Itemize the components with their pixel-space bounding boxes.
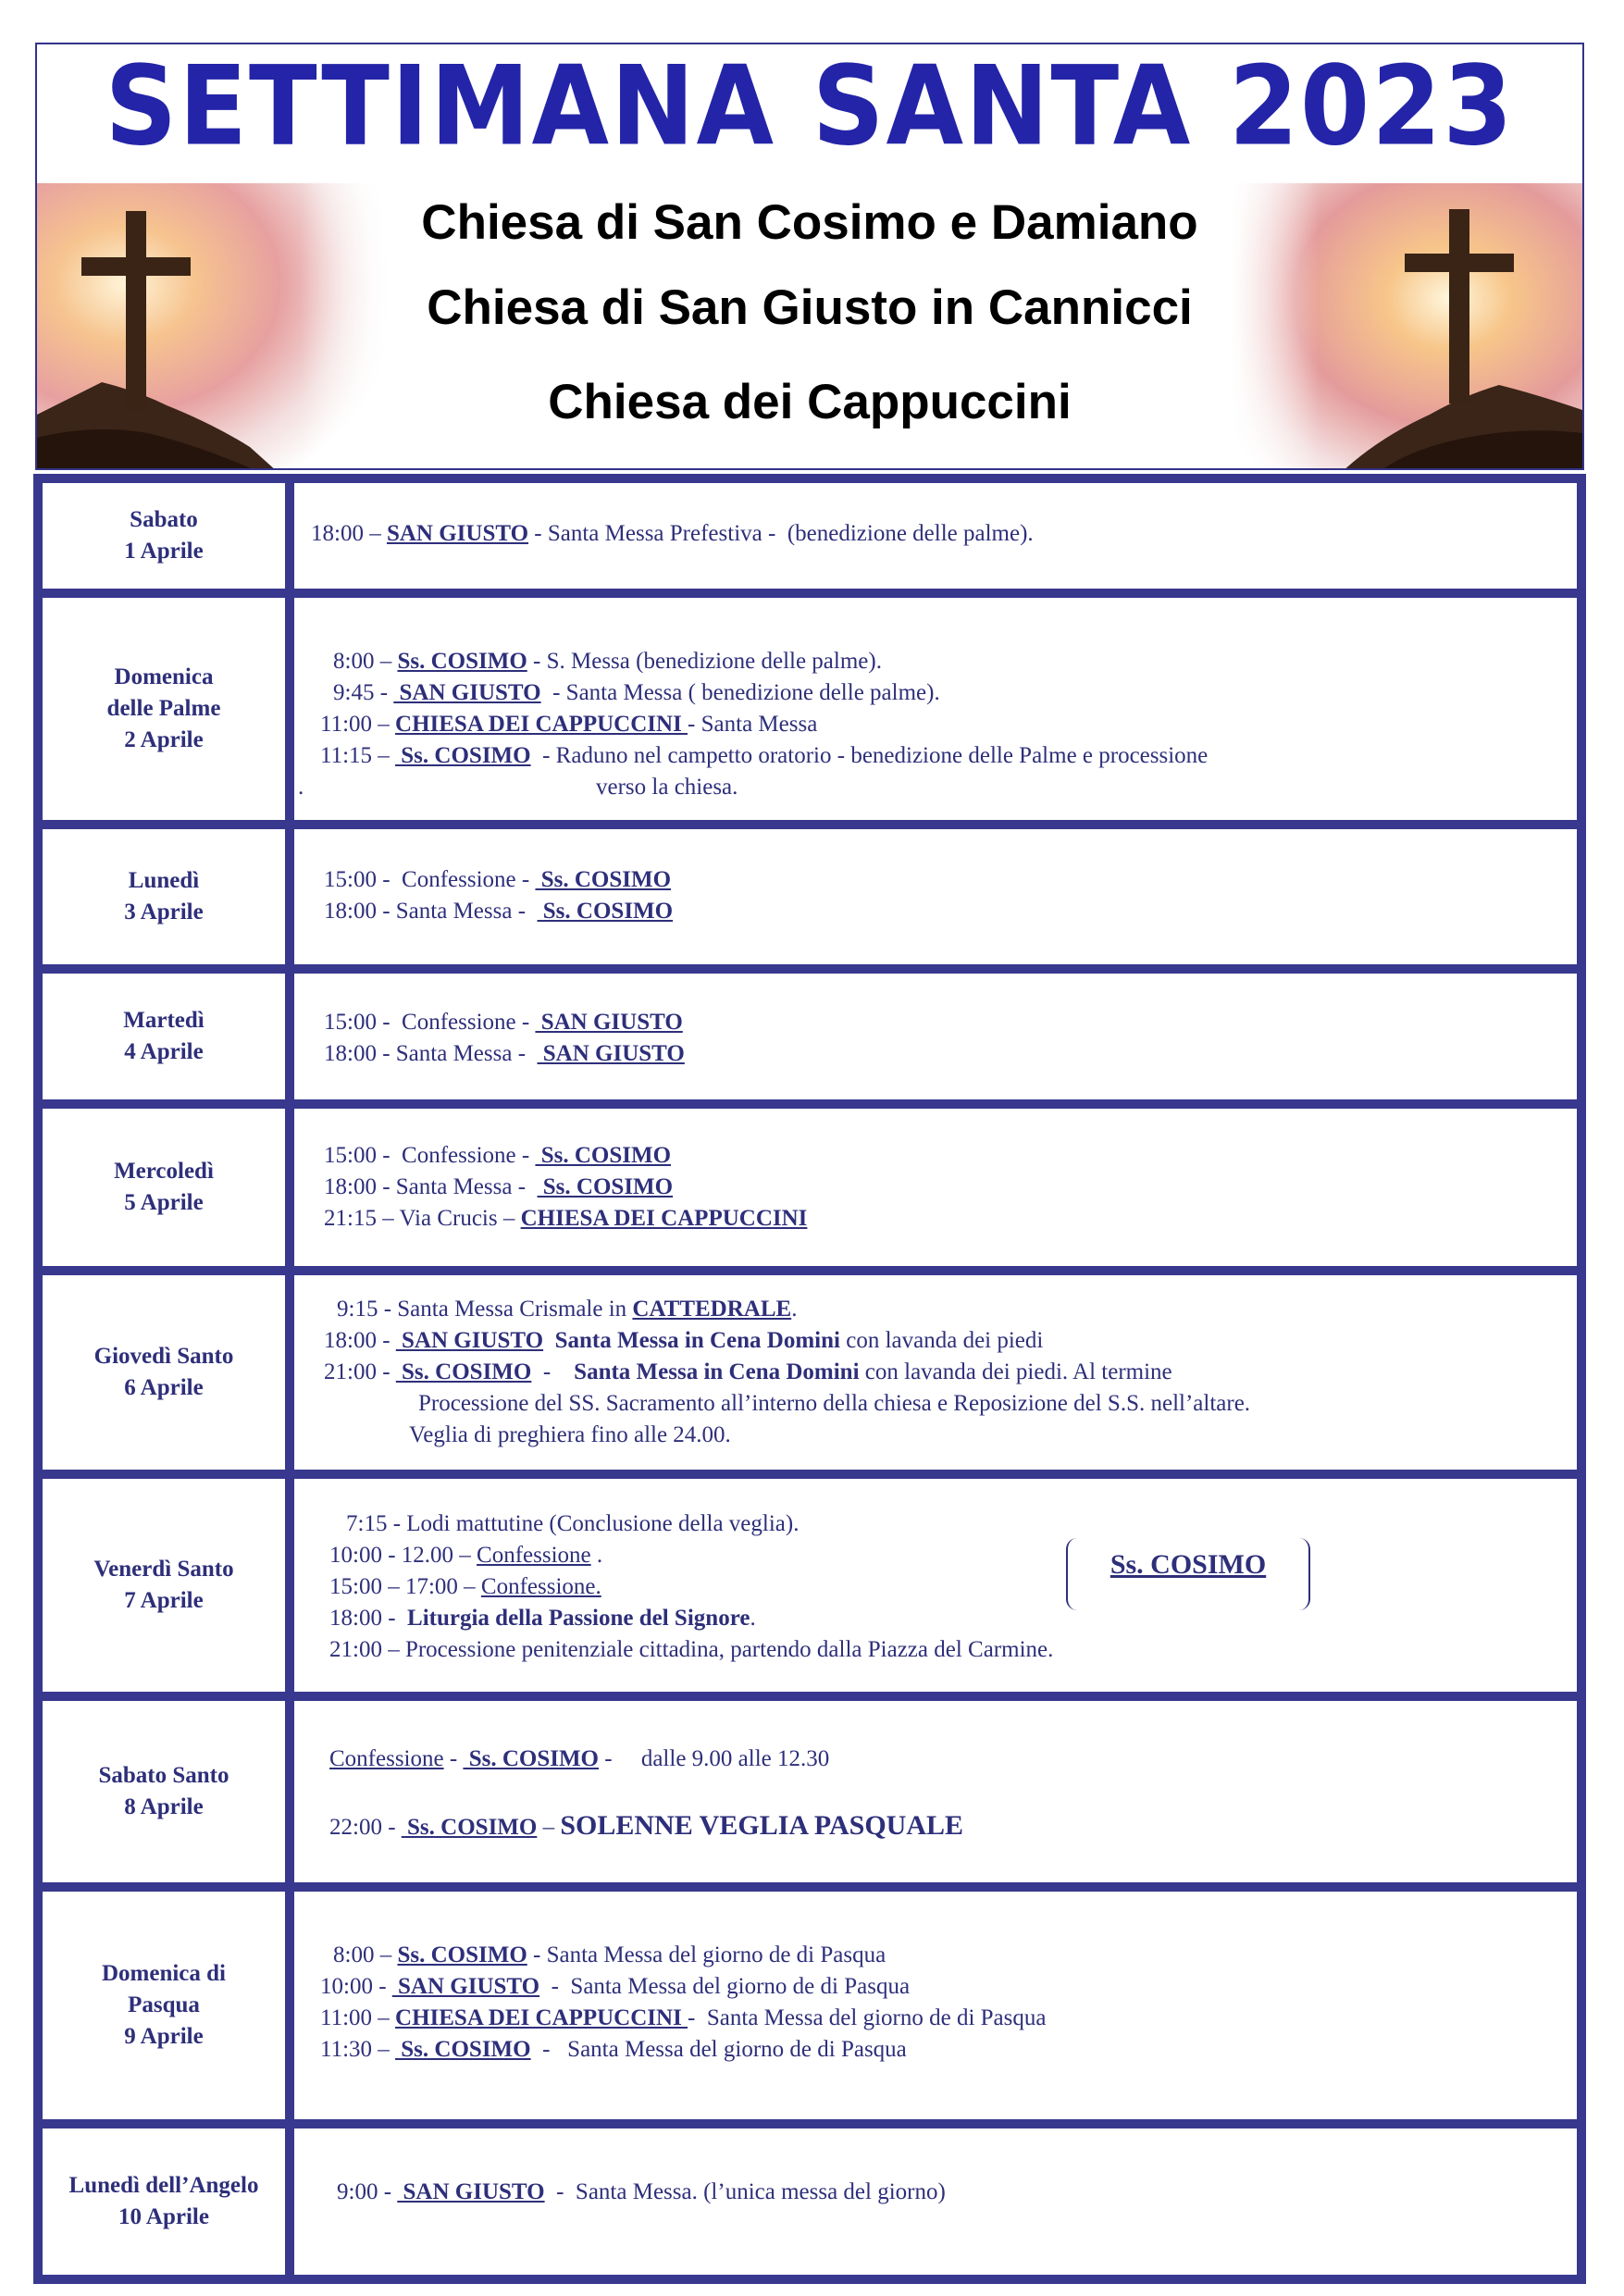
event-line: 15:00 - Confessione - Ss. COSIMO [324, 1143, 672, 1168]
location-label: Ss. COSIMO [1110, 1549, 1267, 1580]
event-line: 18:00 - Santa Messa - Ss. COSIMO [324, 1174, 674, 1199]
events-cell [294, 829, 1577, 964]
event-line: 11:30 – Ss. COSIMO - Santa Messa del giorno de di Pasqua [320, 2037, 907, 2062]
header-banner [35, 43, 1584, 470]
schedule-table [33, 474, 1586, 2284]
schedule-row-martedi-4 [33, 974, 1586, 1099]
event-line: 18:00 - Liturgia della Passione del Signore. [329, 1606, 756, 1631]
event-line: Processione del SS. Sacramento all’interno della chiesa e Reposizione del S.S. nell’altare. [418, 1391, 1251, 1416]
events-cell [294, 1275, 1577, 1470]
event-line: 18:00 - Santa Messa - SAN GIUSTO [324, 1041, 685, 1066]
schedule-row-sabato-santo [33, 1701, 1586, 1882]
day-cell: Domenica di Pasqua 9 Aprile [43, 1892, 285, 2119]
day-cell: Lunedì 3 Aprile [43, 829, 285, 964]
schedule-row-lunedi-angelo [33, 2128, 1586, 2275]
page-title: SETTIMANA SANTA 2023 [105, 43, 1515, 171]
day-cell: Sabato 1 Aprile [43, 483, 285, 589]
event-line: 21:15 – Via Crucis – CHIESA DEI CAPPUCCINI [324, 1206, 808, 1231]
event-line: 11:00 – CHIESA DEI CAPPUCCINI - Santa Messa del giorno de di Pasqua [320, 2005, 1047, 2030]
event-line-dot: . [298, 775, 304, 800]
event-line: 10:00 - 12.00 – Confessione . [329, 1543, 603, 1568]
schedule-row-venerdi-santo [33, 1479, 1586, 1692]
schedule-row-giovedi-santo [33, 1275, 1586, 1470]
event-line: 9:45 - SAN GIUSTO - Santa Messa ( benedizione delle palme). [333, 680, 940, 705]
events-cell [294, 1892, 1577, 2119]
event-line: 15:00 – 17:00 – Confessione. [329, 1574, 601, 1599]
event-line: verso la chiesa. [596, 775, 738, 800]
day-cell: Mercoledì 5 Aprile [43, 1109, 285, 1266]
events-cell [294, 974, 1577, 1099]
day-cell: Sabato Santo 8 Aprile [43, 1701, 285, 1882]
event-line: 15:00 - Confessione - SAN GIUSTO [324, 1010, 683, 1035]
event-line: 8:00 – Ss. COSIMO - S. Messa (benedizione delle palme). [333, 649, 882, 674]
event-line: 22:00 - Ss. COSIMO – SOLENNE VEGLIA PASQUALE [329, 1810, 964, 1841]
event-line: 9:15 - Santa Messa Crismale in CATTEDRALE. [337, 1297, 798, 1322]
event-line: 7:15 - Lodi mattutine (Conclusione della veglia). [346, 1511, 800, 1536]
church-name-1: Chiesa di San Cosimo e Damiano [421, 195, 1198, 250]
events-cell [294, 1109, 1577, 1266]
day-cell: Martedì 4 Aprile [43, 974, 285, 1099]
events-cell [294, 1701, 1577, 1882]
day-cell: Lunedì dell’Angelo 10 Aprile [43, 2128, 285, 2275]
events-cell [294, 483, 1577, 589]
schedule-row-mercoledi-5 [33, 1109, 1586, 1266]
day-cell: Venerdì Santo 7 Aprile [43, 1479, 285, 1692]
event-line: 18:00 - SAN GIUSTO Santa Messa in Cena Domini con lavanda dei piedi [324, 1328, 1044, 1353]
event-line: 18:00 - Santa Messa - Ss. COSIMO [324, 899, 674, 924]
events-cell [294, 1479, 1577, 1692]
event-line: 11:15 – Ss. COSIMO - Raduno nel campetto oratorio - benedizione delle Palme e processione [320, 743, 1209, 768]
event-line: 10:00 - SAN GIUSTO - Santa Messa del giorno de di Pasqua [320, 1974, 911, 1999]
church-name-3: Chiesa dei Cappuccini [548, 375, 1072, 429]
event-line: Veglia di preghiera fino alle 24.00. [409, 1422, 731, 1447]
event-line: 8:00 – Ss. COSIMO - Santa Messa del giorno de di Pasqua [333, 1942, 886, 1967]
event-line: 21:00 - Ss. COSIMO - Santa Messa in Cena Domini con lavanda dei piedi. Al termine [324, 1359, 1172, 1384]
event-line: Confessione - Ss. COSIMO - dalle 9.00 alle 12.30 [329, 1746, 830, 1771]
schedule-row-sabato-1 [33, 483, 1586, 589]
events-cell [294, 2128, 1577, 2275]
schedule-row-domenica-palme [33, 598, 1586, 820]
events-cell [294, 598, 1577, 820]
schedule-row-lunedi-3 [33, 829, 1586, 964]
event-line: 21:00 – Processione penitenziale cittadina, partendo dalla Piazza del Carmine. [329, 1637, 1054, 1662]
location-bracket [1066, 1538, 1310, 1610]
event-line: 18:00 – SAN GIUSTO - Santa Messa Prefestiva - (benedizione delle palme). [311, 521, 1034, 546]
event-line: 9:00 - SAN GIUSTO - Santa Messa. (l’unica messa del giorno) [337, 2179, 946, 2204]
schedule-row-domenica-pasqua [33, 1892, 1586, 2119]
event-line: 15:00 - Confessione - Ss. COSIMO [324, 867, 672, 892]
church-name-2: Chiesa di San Giusto in Cannicci [427, 280, 1193, 335]
event-line: 11:00 – CHIESA DEI CAPPUCCINI - Santa Messa [320, 712, 818, 737]
day-cell: Domenica delle Palme 2 Aprile [43, 598, 285, 820]
day-cell: Giovedì Santo 6 Aprile [43, 1275, 285, 1470]
